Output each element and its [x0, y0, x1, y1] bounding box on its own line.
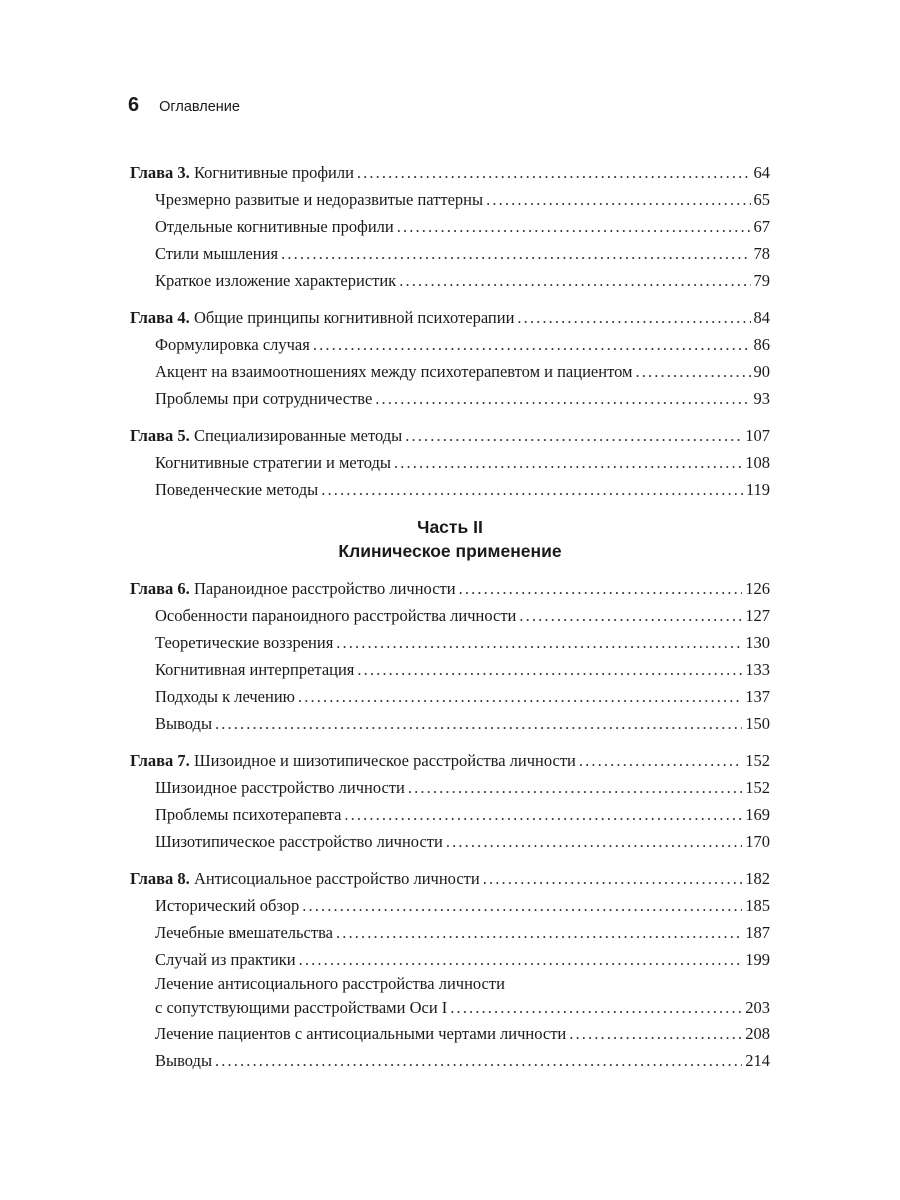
- page-ref: 108: [745, 453, 770, 472]
- dot-leader: [357, 159, 751, 186]
- chapter-title: Специализированные методы: [193, 426, 403, 445]
- chapter-title: Шизоидное и шизотипическое расстройства личности: [193, 751, 576, 770]
- dot-leader: [298, 683, 742, 710]
- chapter-title: Антисоциальное расстройство личности: [193, 869, 480, 888]
- page-number: 6: [128, 94, 140, 116]
- page-ref: 203: [745, 998, 770, 1017]
- page-ref: 187: [745, 923, 770, 942]
- page-ref: 84: [753, 308, 770, 327]
- section-title: Поведенческие методы: [155, 480, 319, 499]
- running-header: [128, 94, 240, 124]
- section-entry: [130, 331, 770, 358]
- chapter-prefix: Глава 8.: [130, 869, 190, 888]
- section-title: Шизотипическое расстройство личности: [155, 832, 443, 851]
- part-heading: [130, 515, 770, 563]
- dot-leader: [450, 995, 742, 1020]
- section-entry: [130, 1047, 770, 1074]
- section-entry: [130, 919, 770, 946]
- section-entry: [130, 267, 770, 294]
- section-title: Отдельные когнитивные профили: [155, 217, 394, 236]
- section-title: Чрезмерно развитые и недоразвитые паттерны: [155, 190, 484, 209]
- section-title: Краткое изложение характеристик: [155, 271, 397, 290]
- part-title: Клиническое применение: [338, 541, 562, 561]
- section-entry: [130, 973, 770, 1020]
- dot-leader: [313, 331, 751, 358]
- chapter-5: [130, 422, 770, 503]
- dot-leader: [299, 946, 743, 973]
- chapter-entry: [130, 747, 770, 774]
- section-entry: [130, 892, 770, 919]
- section-title: Выводы: [155, 1051, 213, 1070]
- dot-leader: [215, 1047, 742, 1074]
- page-ref: 208: [745, 1024, 770, 1043]
- running-title: Оглавление: [159, 99, 240, 115]
- dot-leader: [336, 629, 742, 656]
- chapter-8: [130, 865, 770, 1074]
- page-ref: 152: [745, 778, 770, 797]
- dot-leader: [215, 710, 742, 737]
- chapter-prefix: Глава 5.: [130, 426, 190, 445]
- dot-leader: [344, 801, 742, 828]
- chapter-entry: [130, 865, 770, 892]
- section-title: Проблемы психотерапевта: [155, 805, 342, 824]
- page-ref: 79: [753, 271, 770, 290]
- part-number: Часть II: [417, 517, 483, 537]
- page-ref: 107: [745, 426, 770, 445]
- dot-leader: [635, 358, 750, 385]
- section-entry: [130, 683, 770, 710]
- page-ref: 130: [745, 633, 770, 652]
- dot-leader: [397, 213, 751, 240]
- chapter-6: [130, 575, 770, 737]
- page-ref: 64: [753, 163, 770, 182]
- page-ref: 214: [745, 1051, 770, 1070]
- dot-leader: [302, 892, 742, 919]
- page-ref: 152: [745, 751, 770, 770]
- section-entry: [130, 602, 770, 629]
- chapter-7: [130, 747, 770, 855]
- page-ref: 86: [753, 335, 770, 354]
- section-title: Когнитивные стратегии и методы: [155, 453, 391, 472]
- section-entry: [130, 213, 770, 240]
- page-ref: 93: [753, 389, 770, 408]
- section-entry: [130, 828, 770, 855]
- dot-leader: [446, 828, 742, 855]
- dot-leader: [519, 602, 742, 629]
- section-entry: [130, 774, 770, 801]
- section-title: Лечебные вмешательства: [155, 923, 333, 942]
- section-title: Исторический обзор: [155, 896, 300, 915]
- section-title: Особенности параноидного расстройства личности: [155, 606, 517, 625]
- page-ref: 67: [753, 217, 770, 236]
- section-entry: [130, 449, 770, 476]
- page-ref: 126: [745, 579, 770, 598]
- page-ref: 137: [745, 687, 770, 706]
- section-title-continued: с сопутствующими расстройствами Оси I: [155, 998, 448, 1017]
- section-title: Стили мышления: [155, 244, 279, 263]
- section-title: Случай из практики: [155, 950, 296, 969]
- page-ref: 78: [753, 244, 770, 263]
- section-entry: [130, 358, 770, 385]
- dot-leader: [394, 449, 742, 476]
- dot-leader: [486, 186, 750, 213]
- section-title: Подходы к лечению: [155, 687, 295, 706]
- chapter-prefix: Глава 4.: [130, 308, 190, 327]
- dot-leader: [517, 304, 750, 331]
- chapter-entry: [130, 422, 770, 449]
- chapter-title: Параноидное расстройство личности: [193, 579, 456, 598]
- page-ref: 150: [745, 714, 770, 733]
- section-entry: [130, 186, 770, 213]
- dot-leader: [483, 865, 743, 892]
- section-title: Проблемы при сотрудничестве: [155, 389, 373, 408]
- section-title: Выводы: [155, 714, 213, 733]
- page-ref: 199: [745, 950, 770, 969]
- dot-leader: [336, 919, 742, 946]
- section-title: Лечение антисоциального расстройства личности: [155, 974, 505, 993]
- page-ref: 127: [745, 606, 770, 625]
- dot-leader: [569, 1020, 742, 1047]
- table-of-contents: [130, 159, 770, 1084]
- page-ref: 133: [745, 660, 770, 679]
- section-entry: [130, 1020, 770, 1047]
- section-title: Акцент на взаимоотношениях между психотерапевтом и пациентом: [155, 362, 633, 381]
- chapter-prefix: Глава 3.: [130, 163, 190, 182]
- dot-leader: [408, 774, 742, 801]
- chapter-title: Общие принципы когнитивной психотерапии: [193, 308, 515, 327]
- chapter-4: [130, 304, 770, 412]
- section-entry: [130, 629, 770, 656]
- section-entry: [130, 476, 770, 503]
- dot-leader: [375, 385, 750, 412]
- dot-leader: [405, 422, 742, 449]
- page-ref: 90: [753, 362, 770, 381]
- section-entry: [130, 801, 770, 828]
- chapter-prefix: Глава 7.: [130, 751, 190, 770]
- page-ref: 182: [745, 869, 770, 888]
- page-ref: 119: [745, 480, 770, 499]
- section-entry: [130, 385, 770, 412]
- section-entry: [130, 240, 770, 267]
- section-entry: [130, 710, 770, 737]
- dot-leader: [281, 240, 750, 267]
- chapter-3: [130, 159, 770, 294]
- section-title: Формулировка случая: [155, 335, 310, 354]
- chapter-entry: [130, 304, 770, 331]
- dot-leader: [399, 267, 750, 294]
- section-entry: [130, 656, 770, 683]
- chapter-prefix: Глава 6.: [130, 579, 190, 598]
- chapter-entry: [130, 575, 770, 602]
- section-title: Лечение пациентов с антисоциальными чертами личности: [155, 1024, 567, 1043]
- section-entry: [130, 946, 770, 973]
- page-ref: 170: [745, 832, 770, 851]
- section-title: Теоретические воззрения: [155, 633, 334, 652]
- dot-leader: [459, 575, 743, 602]
- page-ref: 169: [745, 805, 770, 824]
- dot-leader: [321, 476, 743, 503]
- section-title: Когнитивная интерпретация: [155, 660, 355, 679]
- page-ref: 65: [753, 190, 770, 209]
- dot-leader: [579, 747, 742, 774]
- dot-leader: [357, 656, 742, 683]
- chapter-entry: [130, 159, 770, 186]
- page-ref: 185: [745, 896, 770, 915]
- chapter-title: Когнитивные профили: [193, 163, 354, 182]
- section-title: Шизоидное расстройство личности: [155, 778, 405, 797]
